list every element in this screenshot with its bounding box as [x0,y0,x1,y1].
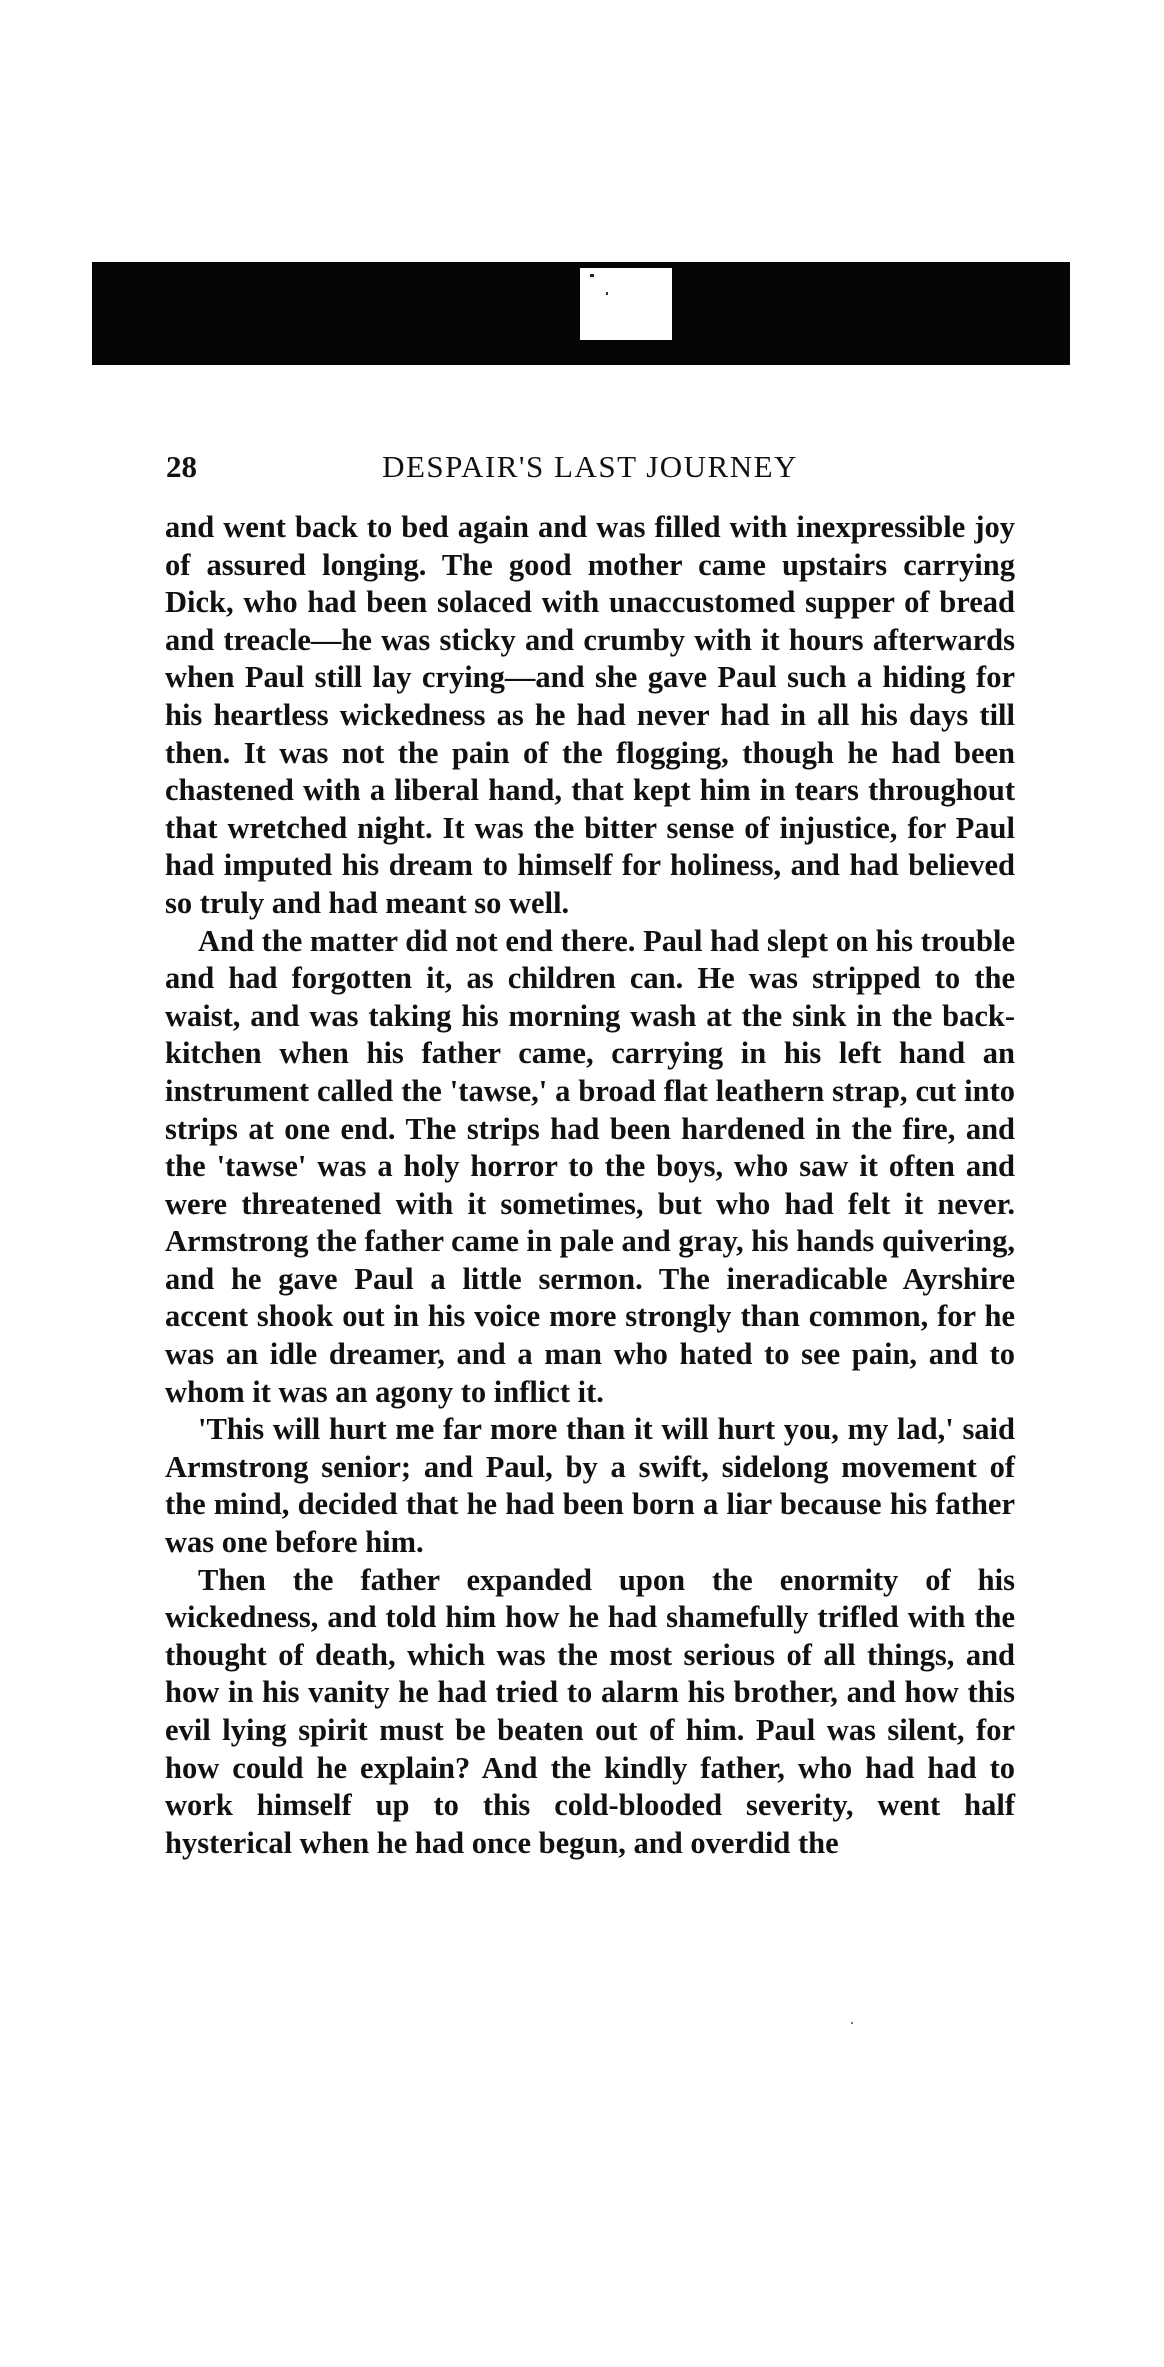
scan-black-bar [92,262,1070,365]
running-head: DESPAIR'S LAST JOURNEY [382,449,798,484]
scan-speck [590,274,594,277]
paragraph-1: and went back to bed again and was filled with inexpressible joy of assured longing. The good mother came upstairs carrying Dick, who had been solaced with unaccustomed supper of bread and treacle—he was sticky and crumby with it hours afterwards when Paul still lay crying—and she gave Paul such a hiding for his heartless wickedness as he had never had in all his days till then. It was not the pain of the flogging, though he had been chastened with a liberal hand, that kept him in tears throughout that wretched night. It was the bitter sense of injustice, for Paul had imputed his dream to himself for holiness, and had believed so truly and had meant so well. [165,510,1015,920]
page-header [166,447,1014,487]
scan-white-patch [580,268,672,340]
page-number: 28 [166,449,197,484]
body-text [165,509,1015,1862]
paragraph-2: And the matter did not end there. Paul had slept on his trouble and had forgotten it, as children can. He was stripped to the waist, and was taking his morning wash at the sink in the back-kitchen when his father came, carrying in his left hand an instrument called the 'tawse,' a broad flat leathern strap, cut into strips at one end. The strips had been hardened in the fire, and the 'tawse' was a holy horror to the boys, who saw it often and were threatened with it sometimes, but who had felt it never. Armstrong the father came in pale and gray, his hands quivering, and he gave Paul a little sermon. The ineradicable Ayrshire accent shook out in his voice more strongly than common, for he was an idle dreamer, and a man who hated to see pain, and to whom it was an agony to inflict it. [165,923,1015,1409]
paragraph-4: Then the father expanded upon the enormity of his wickedness, and told him how he had shamefully trifled with the thought of death, which was the most serious of all things, and how in his vanity he had tried to alarm his brother, and how this evil lying spirit must be beaten out of him. Paul was silent, for how could he explain? And the kindly father, who had had to work himself up to this cold-blooded severity, went half hysterical when he had once begun, and overdid the [165,1562,1015,1860]
scan-speck [851,2022,853,2024]
scan-speck [606,292,608,295]
paragraph-3: 'This will hurt me far more than it will hurt you, my lad,' said Armstrong senior; and Paul, by a swift, sidelong movement of the mind, decided that he had been born a liar because his father was one before him. [165,1412,1015,1560]
